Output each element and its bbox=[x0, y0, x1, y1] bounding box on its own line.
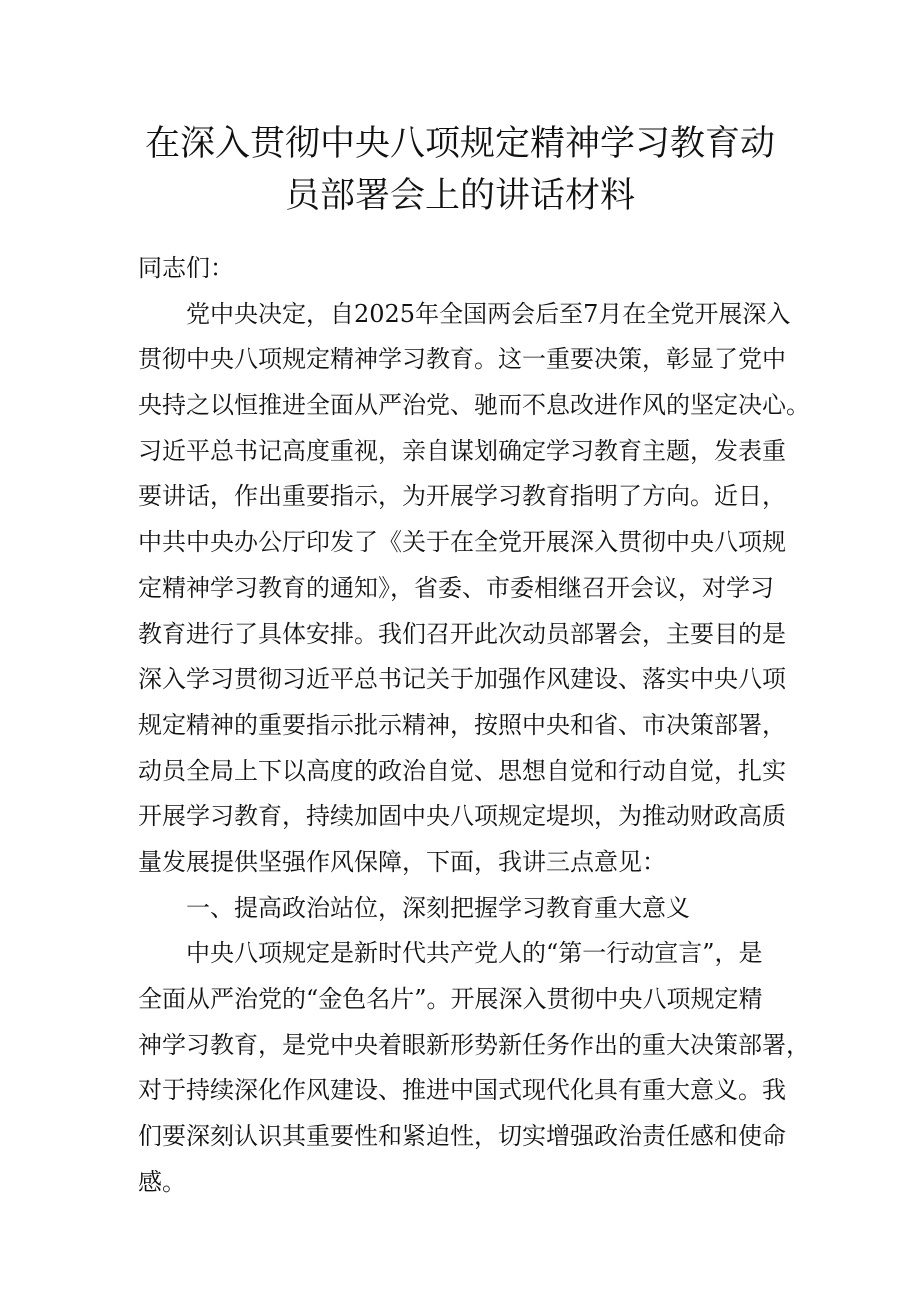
text-line: 量发展提供坚强作风保障，下面，我讲三点意见： bbox=[138, 847, 666, 876]
text-line: 深入学习贯彻习近平总书记关于加强作风建设、落实中央八项 bbox=[138, 665, 786, 694]
document-title bbox=[110, 118, 810, 222]
text-line: 习近平总书记高度重视，亲自谋划确定学习教育主题，发表重 bbox=[138, 436, 786, 465]
text-line: 中央八项规定是新时代共产党人的“第一行动宣言”，是 bbox=[186, 939, 763, 968]
text-line: 神学习教育，是党中央着眼新形势新任务作出的重大决策部署， bbox=[138, 1030, 810, 1059]
document-body bbox=[138, 246, 810, 1205]
text-line: 定精神学习教育的通知》，省委、市委相继召开会议，对学习 bbox=[138, 573, 774, 602]
section-heading: 一、提高政治站位，深刻把握学习教育重大意义 bbox=[186, 893, 690, 922]
text-line: 央持之以恒推进全面从严治党、驰而不息改进作风的坚定决心。 bbox=[138, 391, 810, 420]
text-line: 规定精神的重要指示批示精神，按照中央和省、市决策部署， bbox=[138, 710, 786, 739]
text-line: 要讲话，作出重要指示，为开展学习教育指明了方向。近日， bbox=[138, 482, 786, 511]
title-line: 员部署会上的讲话材料 bbox=[284, 176, 635, 216]
text-line: 贯彻中央八项规定精神学习教育。这一重要决策，彰显了党中 bbox=[138, 345, 786, 374]
text-line: 中共中央办公厅印发了《关于在全党开展深入贯彻中央八项规 bbox=[138, 528, 786, 557]
paragraph-1 bbox=[138, 292, 810, 886]
text-line: 教育进行了具体安排。我们召开此次动员部署会，主要目的是 bbox=[138, 619, 786, 648]
title-line: 在深入贯彻中央八项规定精神学习教育动 bbox=[144, 124, 775, 164]
text-line: 开展学习教育，持续加固中央八项规定堤坝，为推动财政高质 bbox=[138, 802, 786, 831]
text-line: 全面从严治党的“金色名片”。开展深入贯彻中央八项规定精 bbox=[138, 985, 763, 1013]
text-line: 党中央决定，自2025年全国两会后至7月在全党开展深入 bbox=[186, 299, 791, 328]
salutation: 同志们： bbox=[138, 254, 234, 282]
text-line: 动员全局上下以高度的政治自觉、思想自觉和行动自觉，扎实 bbox=[138, 756, 786, 785]
text-line: 们要深刻认识其重要性和紧迫性，切实增强政治责任感和使命 bbox=[138, 1122, 786, 1151]
text-line: 对于持续深化作风建设、推进中国式现代化具有重大意义。我 bbox=[138, 1076, 786, 1105]
paragraph-2 bbox=[138, 931, 810, 1205]
text-line: 感。 bbox=[138, 1167, 186, 1196]
